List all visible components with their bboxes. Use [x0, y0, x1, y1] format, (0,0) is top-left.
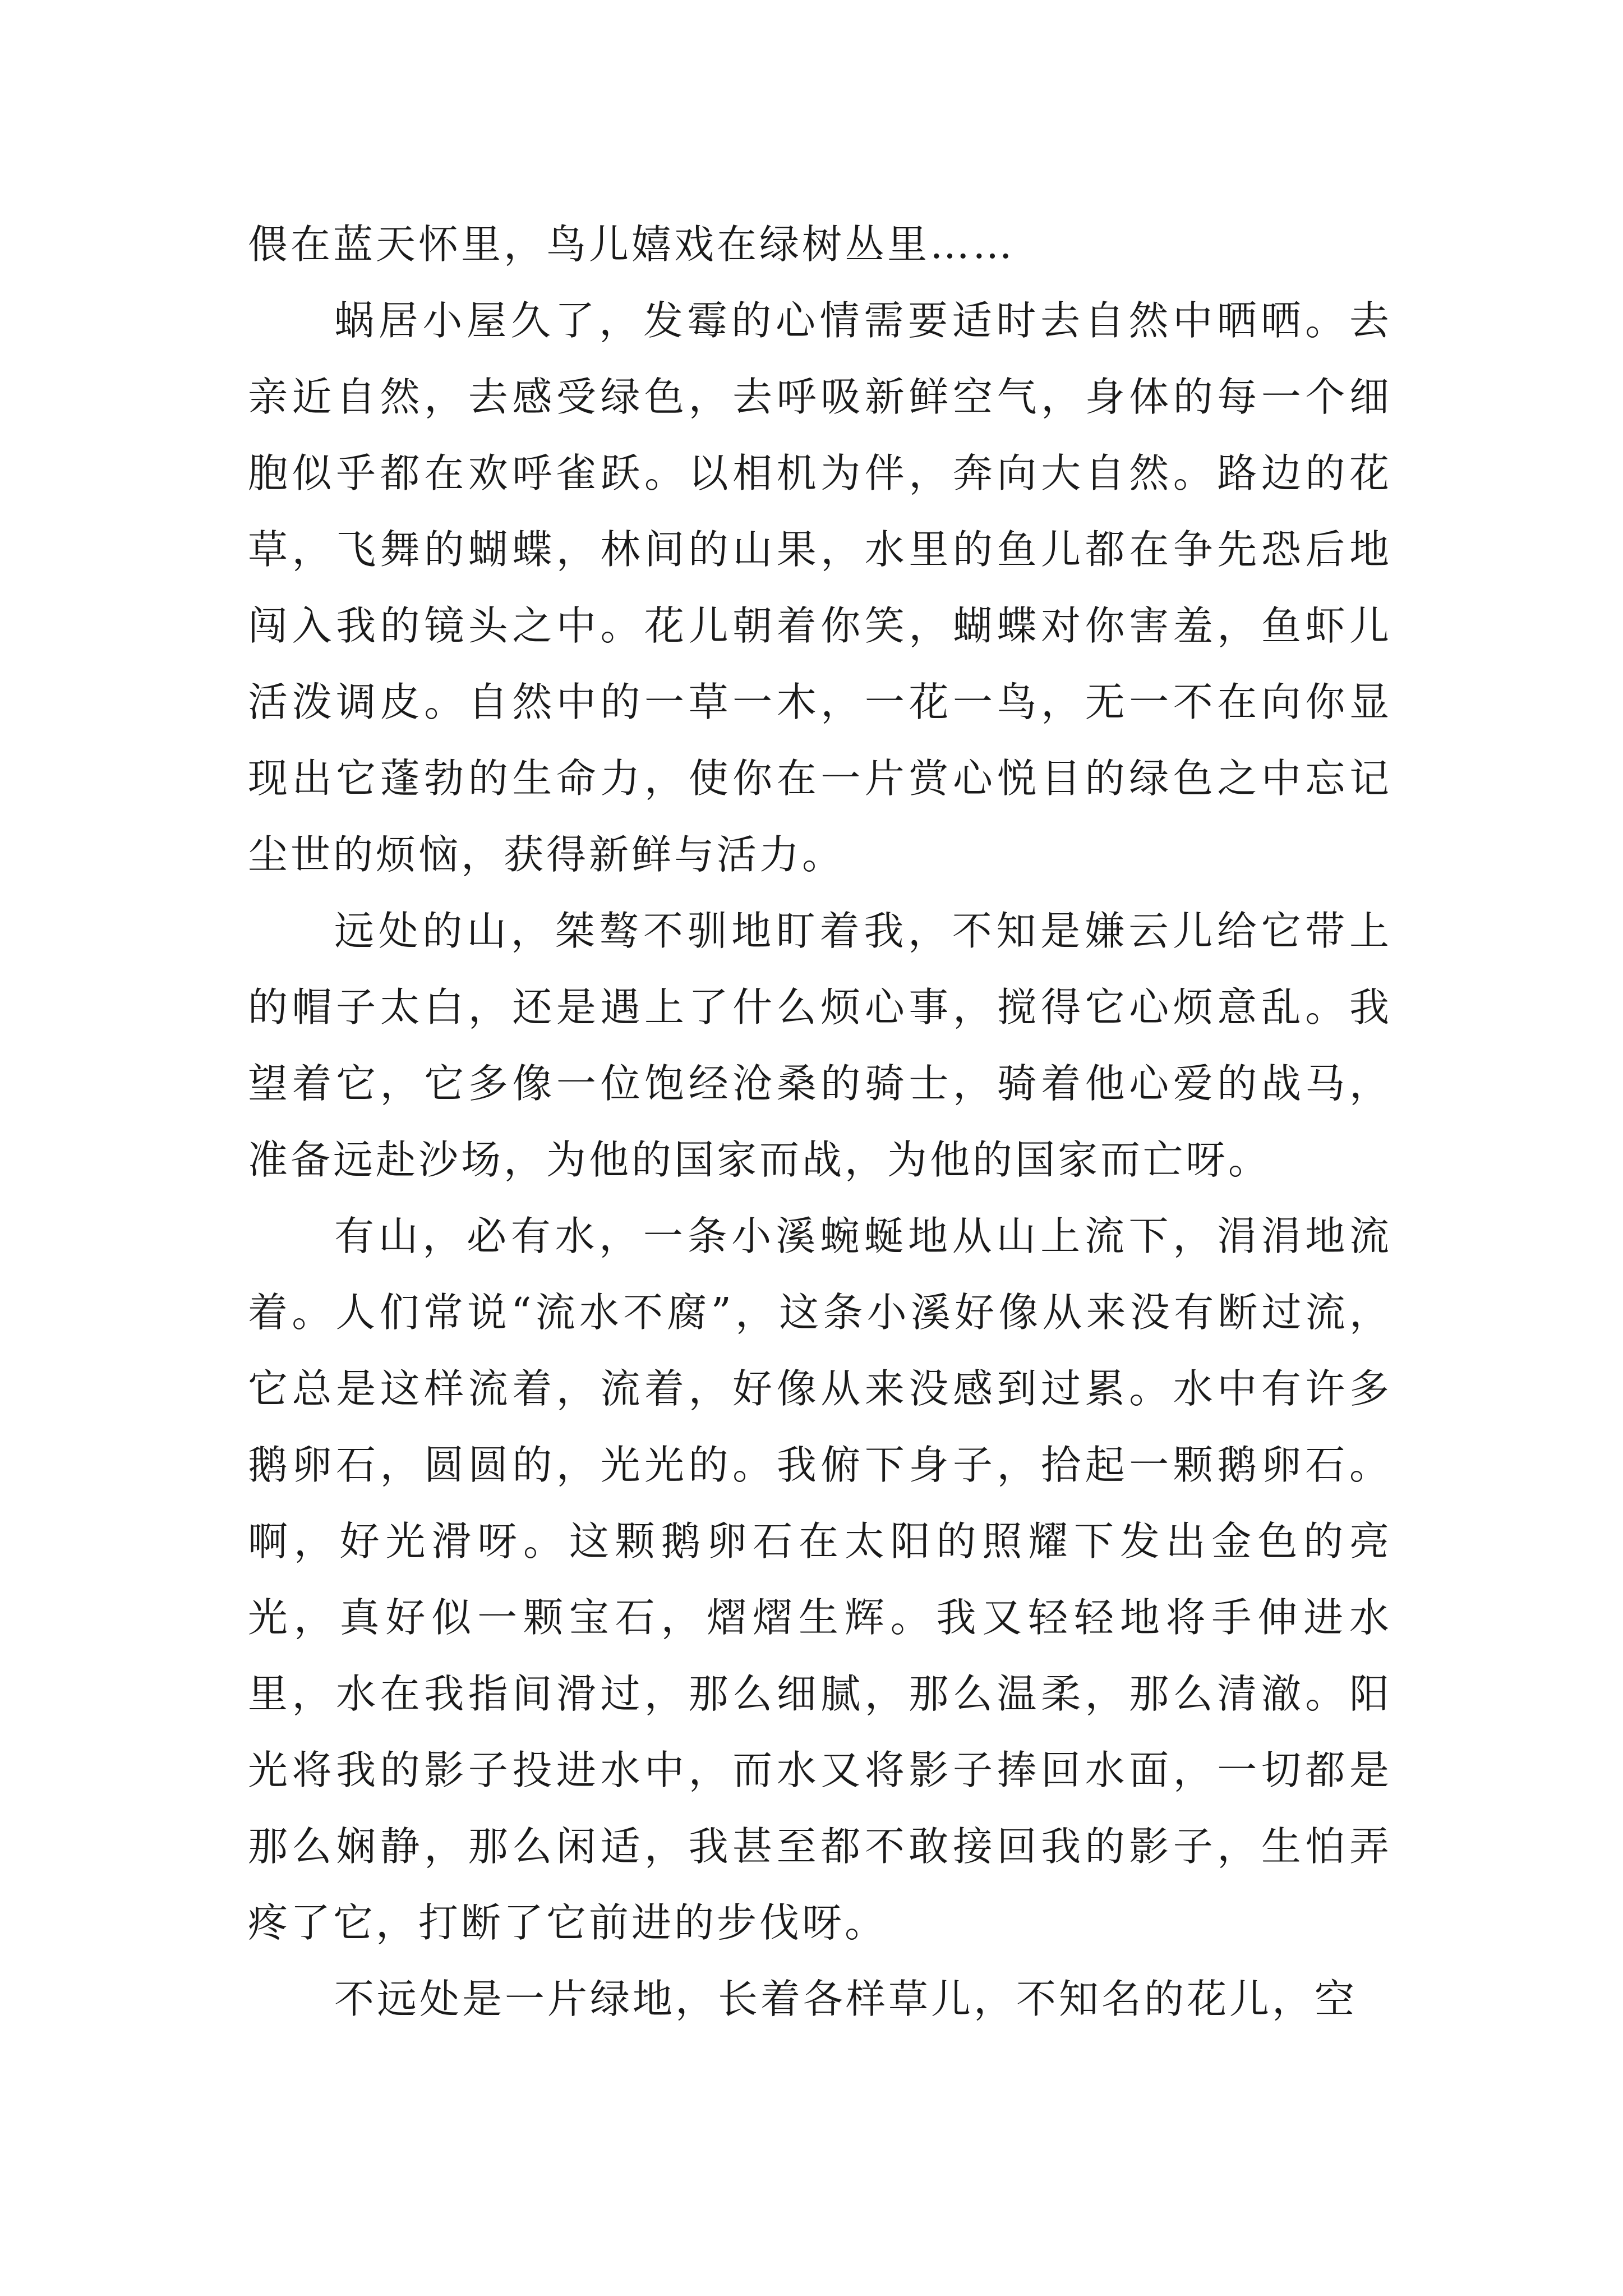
- paragraph-continuation: 偎在蓝天怀里，鸟儿嬉戏在绿树丛里……: [248, 221, 1016, 268]
- paragraph-meadow: 不远处是一片绿地，长着各样草儿，不知名的花儿，空: [334, 1976, 1358, 2022]
- paragraph-distant-mountain: 远处的山，桀骜不驯地盯着我，不知是嫌云儿给它带上的帽子太白，还是遇上了什么烦心事，搅得它心烦意乱。我望着它，它多像一位饱经沧桑的骑士，骑着他心爱的战马，准备远赴沙场，为他的国家而战，为他的国家而亡呀。: [248, 908, 1392, 1183]
- paragraph-snail-house: 蜗居小屋久了，发霉的心情需要适时去自然中晒晒。去亲近自然，去感受绿色，去呼吸新鲜空气，身体的每一个细胞似乎都在欢呼雀跃。以相机为伴，奔向大自然。路边的花草，飞舞的蝴蝶，林间的山果，水里的鱼儿都在争先恐后地闯入我的镜头之中。花儿朝着你笑，蝴蝶对你害羞，鱼虾儿活泼调皮。自然中的一草一木，一花一鸟，无一不在向你显现出它蓬勃的生命力，使你在一片赏心悦目的绿色之中忘记尘世的烦恼，获得新鲜与活力。: [248, 297, 1392, 878]
- body-text: [248, 206, 1392, 2037]
- paragraph-stream: 有山，必有水，一条小溪蜿蜒地从山上流下，涓涓地流着。人们常说“流水不腐”，这条小溪好像从来没有断过流，它总是这样流着，流着，好像从来没感到过累。水中有许多鹅卵石，圆圆的，光光的。我俯下身子，拾起一颗鹅卵石。啊，好光滑呀。这颗鹅卵石在太阳的照耀下发出金色的亮光，真好似一颗宝石，熠熠生辉。我又轻轻地将手伸进水里，水在我指间滑过，那么细腻，那么温柔，那么清澈。阳光将我的影子投进水中，而水又将影子捧回水面，一切都是那么娴静，那么闲适，我甚至都不敢接回我的影子，生怕弄疼了它，打断了它前进的步伐呀。: [248, 1213, 1392, 1946]
